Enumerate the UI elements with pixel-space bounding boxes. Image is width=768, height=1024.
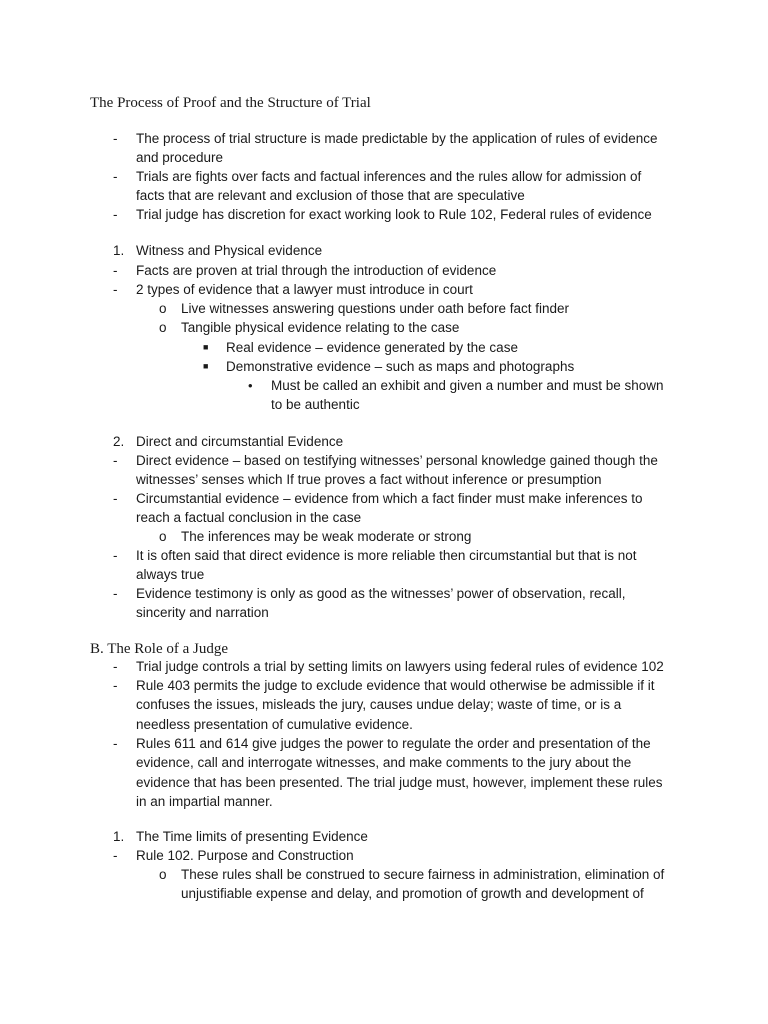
- item-text: The process of trial structure is made predictable by the application of rules of evidence: [136, 131, 658, 146]
- square-bullet-icon: ■: [203, 342, 209, 352]
- dash-marker: -: [113, 282, 118, 297]
- square-bullet-icon: ■: [203, 361, 209, 371]
- item-text: evidence, call and interrogate witnesses, and make comments to the jury about the: [136, 755, 632, 771]
- item-text: facts that are relevant and exclusion of those that are speculative: [136, 188, 525, 204]
- item-text: Rules 611 and 614 give judges the power to regulate the order and presentation of the: [136, 736, 651, 751]
- circle-marker: o: [159, 320, 167, 335]
- item-text: Demonstrative evidence – such as maps and photographs: [226, 359, 575, 374]
- item-text: 2 types of evidence that a lawyer must introduce in court: [136, 282, 473, 297]
- item-text: The Time limits of presenting Evidence: [136, 829, 368, 844]
- item-text: and procedure: [136, 150, 224, 166]
- item-text: Direct and circumstantial Evidence: [136, 434, 344, 449]
- dash-marker: -: [113, 131, 118, 146]
- item-text: unjustifiable expense and delay, and promotion of growth and development of: [181, 886, 644, 902]
- item-text: Tangible physical evidence relating to the case: [181, 320, 460, 335]
- number-marker: 1.: [113, 243, 125, 258]
- item-text: Rule 403 permits the judge to exclude evidence that would otherwise be admissible if it: [136, 678, 655, 693]
- item-text: Live witnesses answering questions under oath before fact finder: [181, 301, 569, 316]
- item-text: Trial judge has discretion for exact working look to Rule 102, Federal rules of evidence: [136, 207, 652, 222]
- dash-marker: -: [113, 736, 118, 751]
- circle-marker: o: [159, 867, 167, 882]
- circle-marker: o: [159, 529, 167, 544]
- item-text: Rule 102. Purpose and Construction: [136, 848, 354, 863]
- item-text: These rules shall be construed to secure fairness in administration, elimination of: [181, 867, 665, 882]
- item-text: The inferences may be weak moderate or strong: [181, 529, 472, 544]
- item-text: sincerity and narration: [136, 605, 269, 621]
- item-text: Trial judge controls a trial by setting limits on lawyers using federal rules of evidence 102: [136, 659, 664, 674]
- item-text: witnesses’ senses which If true proves a fact without inference or presumption: [136, 472, 602, 488]
- dash-marker: -: [113, 207, 118, 222]
- dash-marker: -: [113, 453, 118, 468]
- circle-marker: o: [159, 301, 167, 316]
- item-text: Facts are proven at trial through the introduction of evidence: [136, 263, 497, 278]
- item-text: to be authentic: [271, 397, 360, 413]
- dash-marker: -: [113, 586, 118, 601]
- item-text: evidence that has been presented. The trial judge must, however, implement these rules: [136, 774, 663, 790]
- round-bullet-icon: •: [248, 378, 253, 393]
- item-text: It is often said that direct evidence is more reliable then circumstantial but that is not: [136, 548, 637, 563]
- document-title: The Process of Proof and the Structure of Trial: [90, 95, 371, 111]
- dash-marker: -: [113, 491, 118, 506]
- number-marker: 2.: [113, 434, 125, 449]
- item-text: Direct evidence – based on testifying witnesses’ personal knowledge gained though the: [136, 453, 658, 468]
- item-text: Witness and Physical evidence: [136, 243, 323, 258]
- number-marker: 1.: [113, 829, 125, 844]
- dash-marker: -: [113, 548, 118, 563]
- dash-marker: -: [113, 678, 118, 693]
- item-text: Real evidence – evidence generated by the case: [226, 340, 518, 355]
- item-text: Must be called an exhibit and given a number and must be shown: [271, 378, 664, 393]
- item-text: Circumstantial evidence – evidence from which a fact finder must make inferences to: [136, 491, 643, 506]
- dash-marker: -: [113, 848, 118, 863]
- item-text: always true: [136, 567, 205, 583]
- dash-marker: -: [113, 263, 118, 278]
- section-heading: B. The Role of a Judge: [90, 641, 229, 657]
- item-text: Evidence testimony is only as good as the witnesses’ power of observation, recall,: [136, 586, 626, 601]
- item-text: confuses the issues, misleads the jury, causes undue delay; waste of time, or is a: [136, 697, 622, 713]
- item-text: needless presentation of cumulative evidence.: [136, 716, 413, 732]
- item-text: Trials are fights over facts and factual inferences and the rules allow for admission of: [136, 169, 642, 184]
- dash-marker: -: [113, 169, 118, 184]
- dash-marker: -: [113, 659, 118, 674]
- item-text: reach a factual conclusion in the case: [136, 510, 362, 526]
- item-text: in an impartial manner.: [136, 793, 273, 809]
